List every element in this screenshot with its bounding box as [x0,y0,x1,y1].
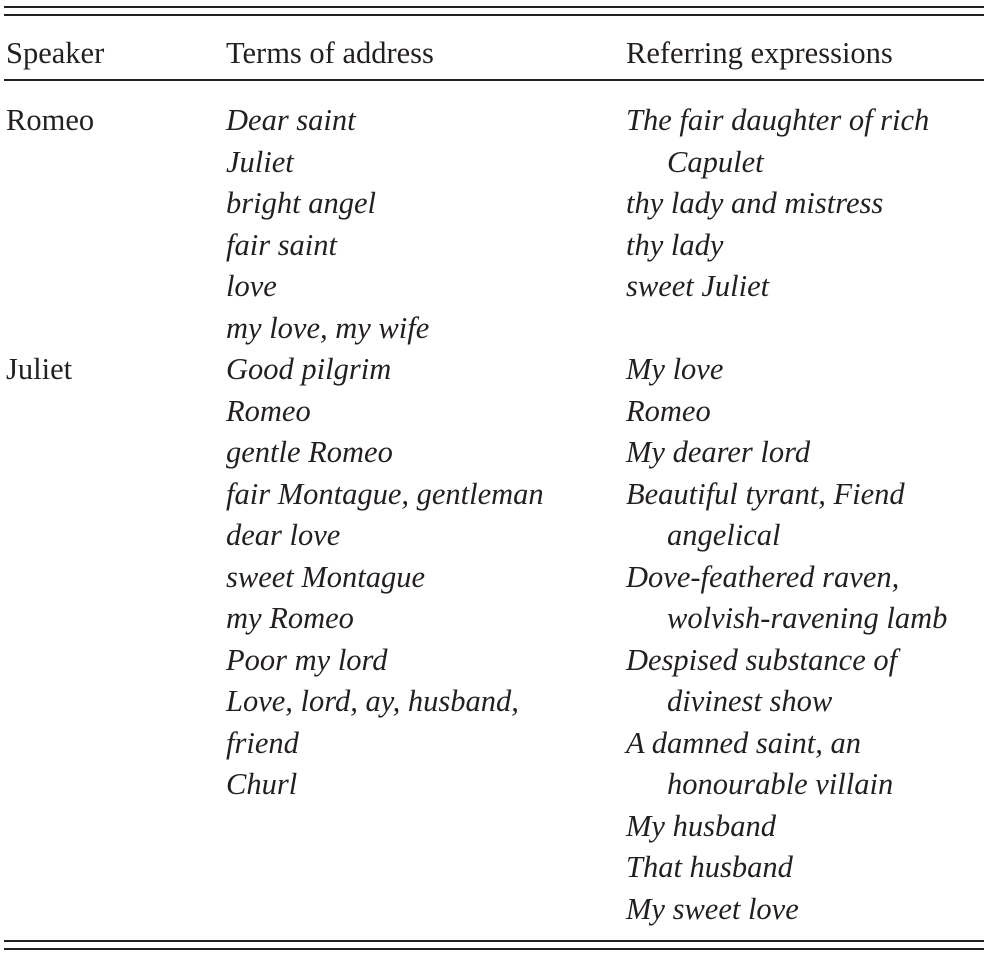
table-bottom-rule-outer [4,948,984,950]
header-terms-of-address: Terms of address [226,36,434,70]
term-cell: bright angel [226,186,376,220]
speaker-juliet: Juliet [6,352,73,386]
referring-cell: Romeo [626,393,711,428]
header-referring-expressions: Referring expressions [626,36,893,70]
referring-cell: My husband [626,808,776,843]
referring-cell: My sweet love [626,891,799,926]
referring-cell: A damned saint, an [626,725,861,760]
header-rule [4,79,984,81]
term-cell: my love, my wife [226,310,430,345]
terms-column [226,100,544,806]
term-cell: sweet Montague [226,559,426,594]
term-cell: Love, lord, ay, husband, [226,684,519,718]
speaker-romeo: Romeo [6,103,95,137]
term-cell: Good pilgrim [226,352,392,386]
referring-cell: Dove-feathered raven, [626,559,900,594]
term-cell: gentle Romeo [226,435,393,469]
header-speaker: Speaker [6,36,105,70]
term-cell: Romeo [226,393,311,428]
term-cell: Churl [226,767,298,801]
referring-cell: The fair daughter of rich [626,103,930,137]
term-cell: fair saint [226,227,338,262]
referring-cell: thy lady [626,227,724,262]
term-cell: my Romeo [226,601,354,635]
referring-cell: My love [626,352,724,386]
table-top-rule-inner [4,14,984,16]
referring-cell: Despised substance of [626,642,898,677]
referring-column [626,100,947,930]
referring-cell-continued: honourable villain [667,767,894,801]
speaker-column [6,100,94,391]
referring-cell: thy lady and mistress [626,186,884,220]
term-cell: love [226,269,277,303]
referring-cell: Beautiful tyrant, Fiend [626,476,905,511]
referring-cell-continued: wolvish-ravening lamb [667,601,948,635]
referring-cell-continued: Capulet [667,144,764,179]
table-bottom-rule-inner [4,940,984,942]
referring-cell: That husband [626,850,793,884]
term-cell: dear love [226,518,341,552]
term-cell: fair Montague, gentleman [226,476,544,511]
term-cell: friend [226,725,299,760]
term-cell: Juliet [226,144,294,179]
referring-cell-continued: angelical [667,518,781,552]
table-top-rule-outer [4,6,984,8]
referring-cell: My dearer lord [626,435,811,469]
term-cell: Dear saint [226,103,356,137]
referring-cell: sweet Juliet [626,269,770,303]
referring-cell-continued: divinest show [667,684,833,718]
term-cell: Poor my lord [226,642,388,677]
